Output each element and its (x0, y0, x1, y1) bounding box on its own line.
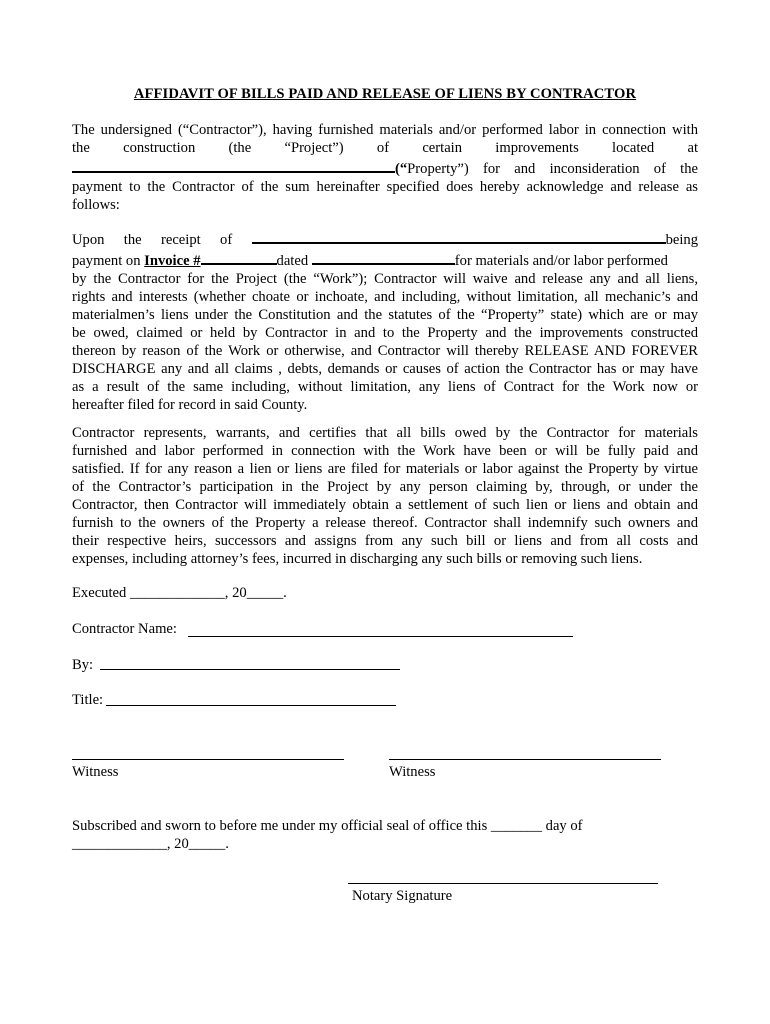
intro-line-3 (72, 157, 698, 178)
title-label: Title: (72, 692, 104, 708)
rep-line-3: satisfied. If for any reason a lien or liens are filed for materials or labor against the Property by virtue (72, 461, 698, 477)
witness-left-label: Witness (72, 764, 119, 780)
release-line-8: DISCHARGE any and all claims , debts, demands or causes of action the Contractor has or may have (72, 361, 698, 377)
witness-left-line[interactable] (72, 759, 344, 760)
release-line-4: rights and interests (whether choate or inchoate, and including, without limitation, all mechanic’s and (72, 289, 698, 305)
release-paragraph (72, 228, 698, 414)
witness-right-line[interactable] (389, 759, 661, 760)
invoice-date-blank[interactable] (312, 249, 455, 265)
release-line-6: be owed, claimed or held by Contractor in and to the Property and the improvements constructed (72, 325, 698, 341)
release-line-2 (72, 249, 698, 270)
intro-line-4: payment to the Contractor of the sum hereinafter specified does hereby acknowledge and release as (72, 179, 698, 195)
contractor-name-line[interactable] (188, 636, 573, 637)
executed-date-field[interactable]: Executed _____________, 20_____. (72, 585, 287, 601)
receipt-label: Upon the receipt of (72, 232, 233, 248)
release-line-3: by the Contractor for the Project (the “Work”); Contractor will waive and release any and all liens, (72, 271, 698, 287)
witness-right-label: Witness (389, 764, 436, 780)
invoice-label: Invoice # (144, 253, 201, 269)
property-quote-open: (“ (395, 161, 408, 177)
release-line-5: materialmen’s liens under the Constitution and the statutes of the “Property” state) which are or may (72, 307, 698, 323)
document-title: AFFIDAVIT OF BILLS PAID AND RELEASE OF LIENS BY CONTRACTOR (133, 86, 637, 102)
notary-signature-line[interactable] (348, 883, 658, 884)
release-line-9: as a result of the same including, without limitation, any liens of Contract for the Work now or (72, 379, 698, 395)
contractor-name-label: Contractor Name: (72, 621, 177, 637)
subscribed-line-1[interactable]: Subscribed and sworn to before me under my official seal of office this _______ day of (72, 818, 583, 834)
intro-line-1: The undersigned (“Contractor”), having furnished materials and/or performed labor in connection with (72, 122, 698, 138)
by-label: By: (72, 657, 94, 673)
materials-label: for materials and/or labor performed (454, 253, 668, 269)
property-blank[interactable] (72, 157, 395, 173)
receipt-amount-blank[interactable] (252, 228, 666, 244)
rep-line-4: of the Contractor’s participation in the Project by any person claiming by, through, or under the (72, 479, 698, 495)
title-line[interactable] (106, 705, 396, 706)
rep-line-1: Contractor represents, warrants, and certifies that all bills owed by the Contractor for materials (72, 425, 698, 441)
representation-paragraph (72, 424, 698, 568)
invoice-number-blank[interactable] (201, 249, 277, 265)
release-line-10: hereafter filed for record in said County. (72, 397, 308, 413)
by-line[interactable] (100, 669, 400, 670)
release-line-7: thereon by reason of the Work or otherwise, and Contractor will thereby RELEASE AND FOREVER (72, 343, 698, 359)
dated-label: dated (276, 253, 309, 269)
intro-paragraph (72, 121, 698, 214)
release-line-1 (72, 228, 698, 249)
rep-line-6: furnish to the owners of the Property a release thereof. Contractor shall indemnify such owners and (72, 515, 698, 531)
subscribed-line-2[interactable]: _____________, 20_____. (72, 836, 229, 852)
intro-line-5: follows: (72, 197, 120, 213)
intro-line-2: the construction (the “Project”) of certain improvements located at (72, 140, 698, 156)
rep-line-8: expenses, including attorney’s fees, incurred in discharging any such bills or removing such liens. (72, 551, 643, 567)
being-label: being (665, 232, 698, 248)
property-text: Property”) for and inconsideration of the (407, 161, 698, 177)
rep-line-7: their respective heirs, successors and assigns from any such bill or liens and from all costs and (72, 533, 698, 549)
payment-on-label: payment on (72, 253, 145, 269)
rep-line-2: furnished and labor performed in connection with the Work have been or will be fully paid and (72, 443, 698, 459)
rep-line-5: Contractor, then Contractor will immediately obtain a settlement of such lien or liens and obtain and (72, 497, 698, 513)
notary-signature-label: Notary Signature (352, 888, 453, 904)
